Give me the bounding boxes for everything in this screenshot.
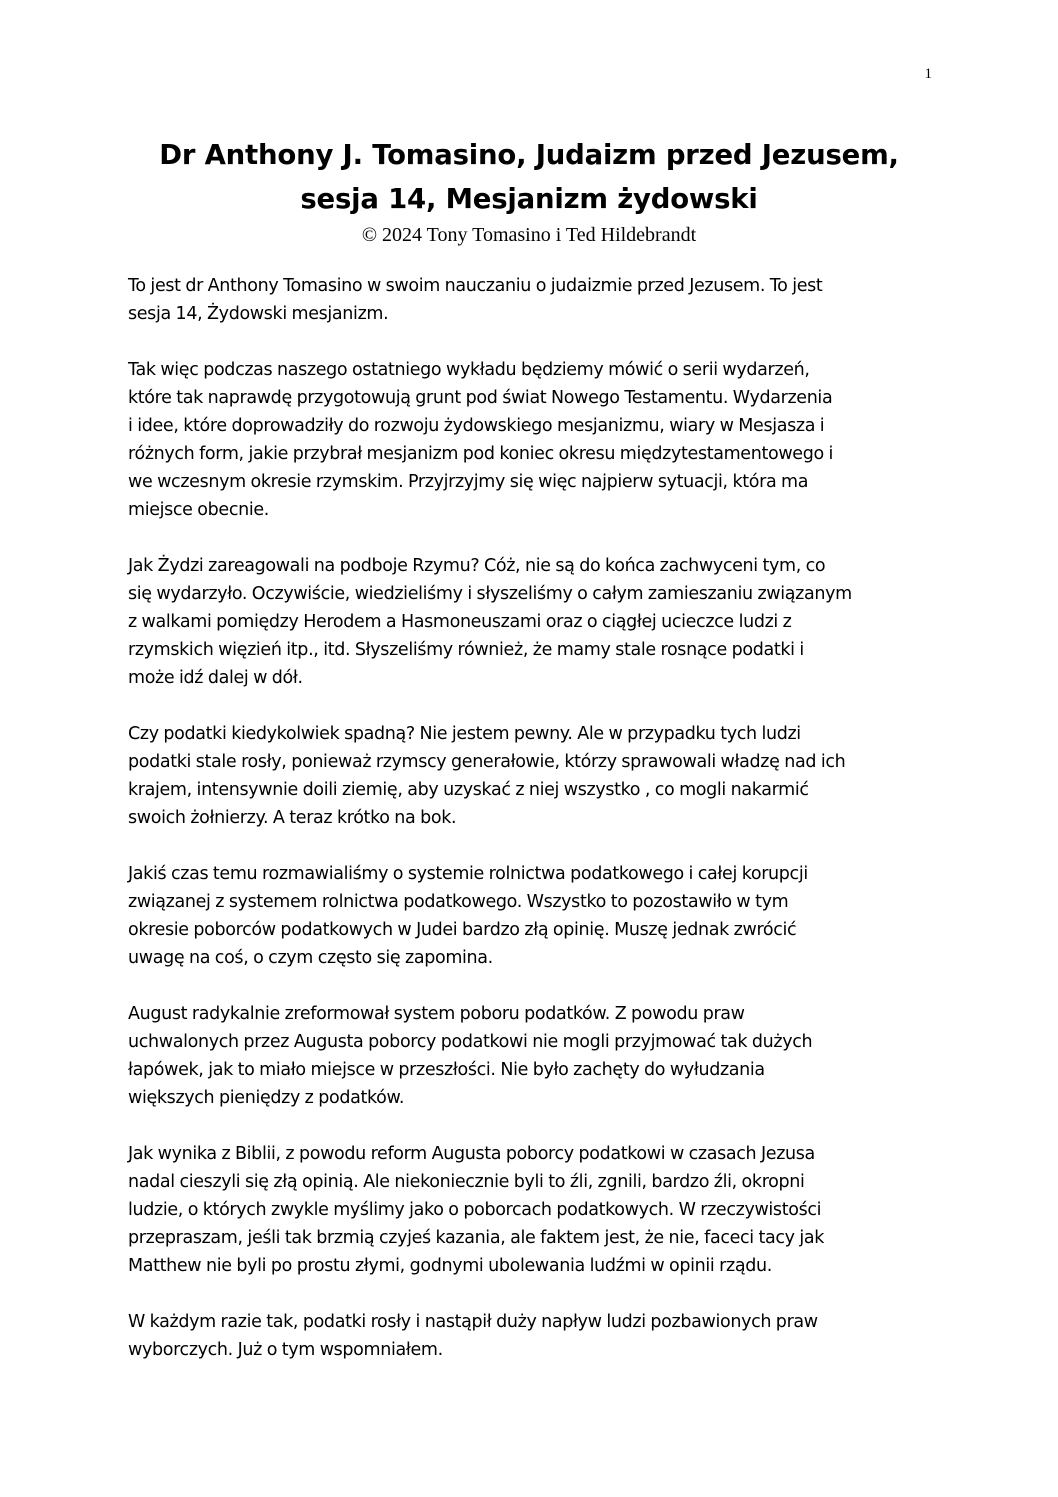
text-line: przepraszam, jeśli tak brzmią czyjeś kazania, ale faktem jest, że nie, faceci tacy jak (128, 1228, 825, 1248)
text-line: Jak Żydzi zareagowali na podboje Rzymu? Cóż, nie są do końca zachwyceni tym, co (128, 556, 826, 576)
paragraph (128, 1140, 938, 1280)
text-line: rzymskich więzień itp., itd. Słyszeliśmy również, że mamy stale rosnące podatki i (128, 640, 804, 660)
text-line: Jakiś czas temu rozmawialiśmy o systemie rolnictwa podatkowego i całej korupcji (128, 864, 808, 884)
text-line: łapówek, jak to miało miejsce w przeszłości. Nie było zachęty do wyłudzania (128, 1060, 765, 1080)
text-line: uchwalonych przez Augusta poborcy podatkowi nie mogli przyjmować tak dużych (128, 1032, 813, 1052)
text-line: różnych form, jakie przybrał mesjanizm pod koniec okresu międzytestamentowego i (128, 444, 834, 464)
paragraph (128, 1000, 938, 1112)
text-line: krajem, intensywnie doili ziemię, aby uzyskać z niej wszystko , co mogli nakarmić (128, 780, 809, 800)
text-line: nadal cieszyli się złą opinią. Ale niekoniecznie byli to źli, zgnili, bardzo źli, okropni (128, 1172, 805, 1192)
text-line: Matthew nie byli po prostu złymi, godnymi ubolewania ludźmi w opinii rządu. (128, 1256, 772, 1276)
paragraph (128, 552, 938, 692)
copyright-notice: © 2024 Tony Tomasino i Ted Hildebrandt (361, 224, 697, 246)
text-line: się wydarzyło. Oczywiście, wiedzieliśmy i słyszeliśmy o całym zamieszaniu związanym (128, 584, 852, 604)
text-line: i idee, które doprowadziły do rozwoju żydowskiego mesjanizmu, wiary w Mesjasza i (128, 416, 825, 436)
paragraph (128, 272, 938, 328)
text-line: August radykalnie zreformował system poboru podatków. Z powodu praw (128, 1004, 745, 1024)
text-line: podatki stale rosły, ponieważ rzymscy generałowie, którzy sprawowali władzę nad ich (128, 752, 846, 772)
paragraph (128, 720, 938, 832)
text-line: związanej z systemem rolnictwa podatkowego. Wszystko to pozostawiło w tym (128, 892, 789, 912)
document-body (128, 272, 938, 1392)
text-line: miejsce obecnie. (128, 500, 269, 520)
paragraph (128, 860, 938, 972)
text-line: To jest dr Anthony Tomasino w swoim nauczaniu o judaizmie przed Jezusem. To jest (128, 276, 823, 296)
text-line: we wczesnym okresie rzymskim. Przyjrzyjmy się więc najpierw sytuacji, która ma (128, 472, 809, 492)
paragraph (128, 1308, 938, 1364)
text-line: uwagę na coś, o czym często się zapomina. (128, 948, 493, 968)
text-line: sesja 14, Żydowski mesjanizm. (128, 304, 389, 324)
text-line: okresie poborców podatkowych w Judei bardzo złą opinię. Muszę jednak zwrócić (128, 920, 797, 940)
text-line: W każdym razie tak, podatki rosły i nastąpił duży napływ ludzi pozbawionych praw (128, 1312, 818, 1332)
text-line: Jak wynika z Biblii, z powodu reform Augusta poborcy podatkowi w czasach Jezusa (128, 1144, 815, 1164)
text-line: może idź dalej w dół. (128, 668, 303, 688)
text-line: wyborczych. Już o tym wspomniałem. (128, 1340, 443, 1360)
text-line: Czy podatki kiedykolwiek spadną? Nie jestem pewny. Ale w przypadku tych ludzi (128, 724, 801, 744)
text-line: z walkami pomiędzy Herodem a Hasmoneuszami oraz o ciągłej ucieczce ludzi z (128, 612, 792, 632)
text-line: ludzie, o których zwykle myślimy jako o poborcach podatkowych. W rzeczywistości (128, 1200, 822, 1220)
page-number: 1 (924, 66, 932, 82)
text-line: Tak więc podczas naszego ostatniego wykładu będziemy mówić o serii wydarzeń, (128, 360, 810, 380)
text-line: które tak naprawdę przygotowują grunt pod świat Nowego Testamentu. Wydarzenia (128, 388, 833, 408)
title-line: Dr Anthony J. Tomasino, Judaizm przed Jezusem, (159, 139, 899, 171)
text-line: swoich żołnierzy. A teraz krótko na bok. (128, 808, 457, 828)
paragraph (128, 356, 938, 524)
title-line: sesja 14, Mesjanizm żydowski (300, 183, 758, 215)
text-line: większych pieniędzy z podatków. (128, 1088, 405, 1108)
document-title (100, 133, 958, 221)
